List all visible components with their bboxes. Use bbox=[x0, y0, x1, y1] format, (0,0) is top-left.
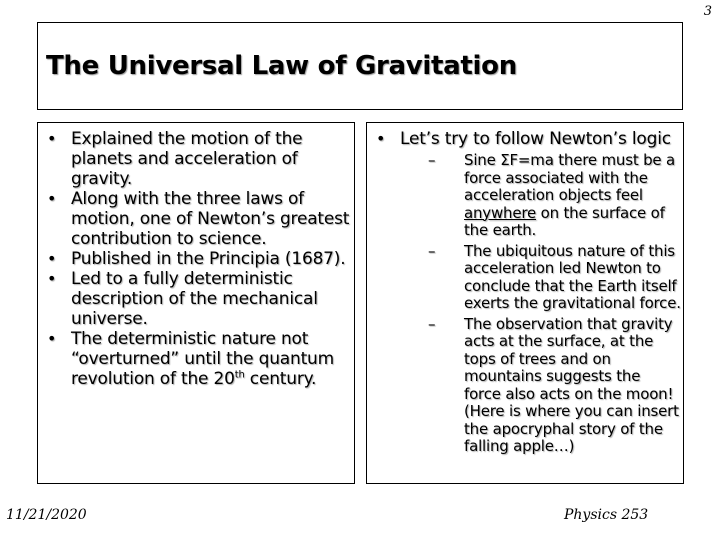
bullet-text: The deterministic nature not “overturned” until the quantum revolution of the 20 bbox=[71, 329, 334, 389]
right-content-box bbox=[366, 122, 684, 484]
underlined-word: anywhere bbox=[464, 203, 537, 222]
sub-bullet-list bbox=[400, 152, 681, 456]
slide-number: 3 bbox=[703, 4, 712, 19]
left-content-box bbox=[37, 122, 355, 484]
footer-date: 11/21/2020 bbox=[6, 507, 87, 523]
dash-marker: – bbox=[428, 314, 436, 333]
bullet-text: Let’s try to follow Newton’s logic bbox=[400, 129, 671, 149]
bullet-item: • Published in the Principia (1687). bbox=[44, 249, 352, 269]
bullet-item: • Explained the motion of the planets and acceleration of gravity. bbox=[44, 129, 352, 189]
right-bullet-list bbox=[373, 129, 681, 459]
slide-title: The Universal Law of Gravitation bbox=[46, 51, 517, 81]
sub-text: The ubiquitous nature of this acceleration led Newton to conclude that the Earth itself exerts the gravitational force. bbox=[464, 241, 681, 312]
sub-text: The observation that gravity acts at the surface, at the tops of trees and on mountains suggests the force also acts on the moon! (Here is where you can insert the apocryphal story of the falling apple…) bbox=[464, 314, 679, 455]
title-box bbox=[37, 22, 683, 110]
sub-text: on the surface of the earth. bbox=[464, 203, 665, 239]
sigma-symbol: Σ bbox=[500, 151, 510, 169]
dash-marker: – bbox=[428, 151, 436, 169]
footer-course: Physics 253 bbox=[564, 507, 649, 523]
bullet-item bbox=[373, 129, 681, 456]
bullet-text-tail: century. bbox=[244, 369, 317, 389]
sub-bullet-item bbox=[400, 316, 681, 456]
left-bullet-list bbox=[44, 129, 352, 389]
sub-text: Sine bbox=[464, 151, 501, 169]
sub-bullet-item bbox=[400, 152, 681, 240]
sub-text: F=ma there must be a force associated with the acceleration objects feel bbox=[464, 151, 675, 204]
sub-bullet-item bbox=[400, 243, 681, 313]
bullet-item bbox=[44, 329, 352, 389]
dash-marker: – bbox=[428, 241, 436, 260]
superscript: th bbox=[234, 369, 245, 381]
bullet-item: • Along with the three laws of motion, one of Newton’s greatest contribution to science. bbox=[44, 189, 352, 249]
bullet-item: • Led to a fully deterministic description of the mechanical universe. bbox=[44, 269, 352, 329]
